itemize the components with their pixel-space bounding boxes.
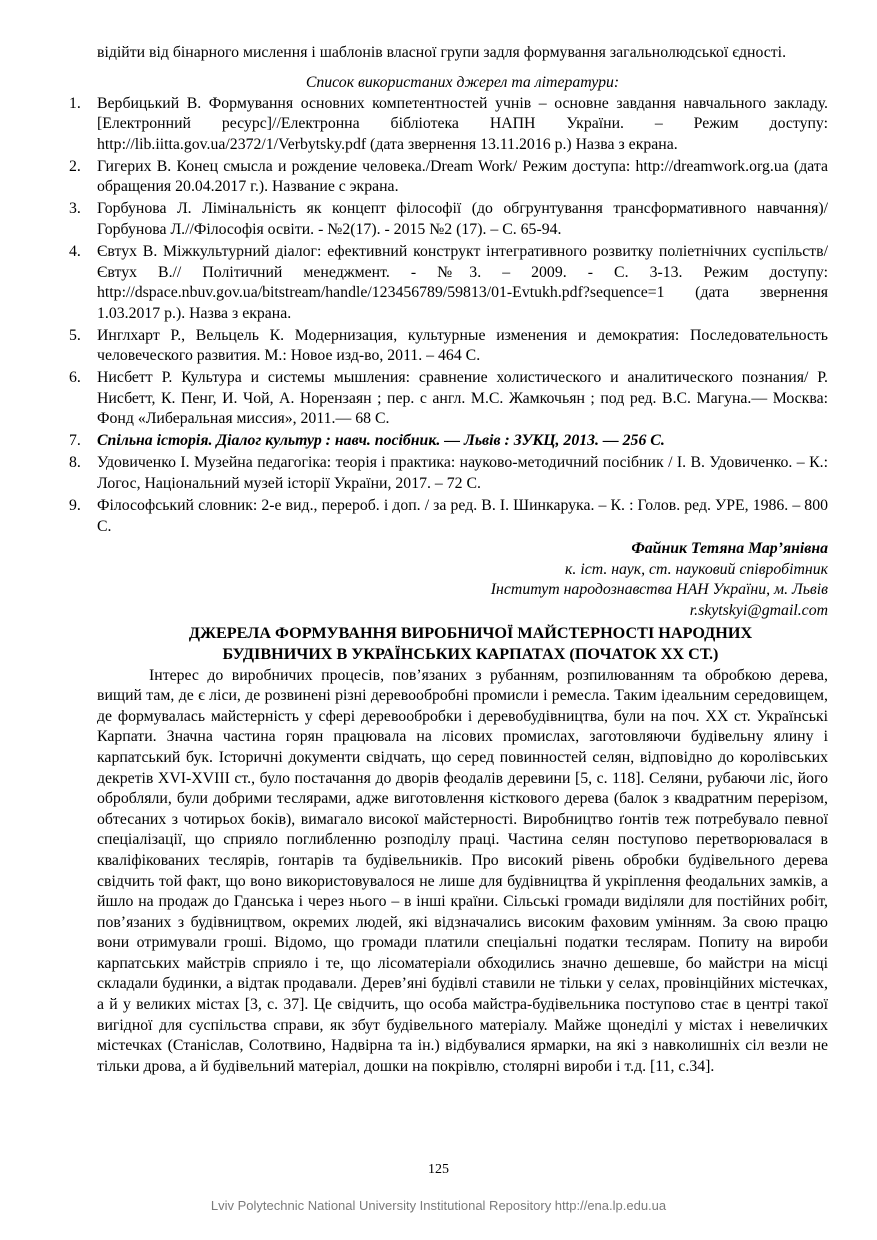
article-title <box>113 623 828 665</box>
reference-item <box>69 199 828 240</box>
reference-number: 5. <box>69 326 81 344</box>
reference-number: 3. <box>69 200 81 218</box>
reference-item <box>69 453 828 494</box>
reference-text: Гигерих В. Конец смысла и рождение человека./Dream Work/ Режим доступа: http://dreamwork.org.ua (дата обращения 20.04.2017 г.). Название с экрана. <box>97 157 828 196</box>
article-body-paragraph: Інтерес до виробничих процесів, пов’язаних з рубанням, розпилюванням та обробкою дерева, вищий там, де є ліси, де розвинені різні деревообробні промисли і ремесла. Таким ідеальним середовищем, де формувалась майстерність у сфері деревообробки і деревобудівництва, були на поч. ХХ ст. Українські Карпати. Значна частина горян працювала на лісових промислах, заготовляючи будівельну ялину і карпатський бук. Історичні документи свідчать, що серед повинностей селян, відповідно до королівських декретів XVI-XVIII ст., було постачання до дворів феодалів деревини [5, с. 118]. Селяни, рубаючи ліс, його обробляли, були добрими теслярами, адже виготовлення кісткового дерева (балок з квадратним перерізом, обтесаних з чотирьох боків), вимагало високої майстерності. Виробництво ґонтів теж потребувало певної спеціалізації, що сприяло поглибленню розподілу праці. Частина селян поступово перетворювалася в кваліфікованих теслярів, ґонтарів та будівельників. Про високий рівень обробки будівельного дерева свідчить той факт, що воно використовувалося не лише для будівництва й укріплення феодальних замків, а йшло на продаж до Гданська і через нього – в інші країни. Сільські громади виділяли для постійних робіт, пов’язаних з будівництвом, окремих людей, які відзначались високим фаховим умінням. За свою працю вони отримували гроші. Відомо, що громади платили спеціальні податки теслярам. Попиту на вироби карпатських майстрів сприяло і те, що лісоматеріали обходились значно дешевше, бо майстри на місці складали будинки, а відтак продавали. Дерев’яні будівлі ставили не тільки у селах, провінційних містечках, а й у великих містах [3, с. 37]. Це свідчить, що особа майстра-будівельника поступово стає в центрі такої вигідної для суспільства справи, як збут будівельного матеріалу. Майже щонеділі у містах і невеличких містечках (Станіслав, Солотвино, Надвірна та ін.) відбувалися ярмарки, на які з навколишніх сіл везли не тільки дрова, а й будівельний матеріал, дошки на покрівлю, столярні вироби і т.д. [11, с.34]. <box>97 666 828 1075</box>
reference-text: Вербицький В. Формування основних компетентностей учнів – основне завдання навчального закладу. [Електронний ресурс]//Електронна бібліотека НАПН України. – Режим доступу: http://lib.iitta.gov.ua/2372/1/Verbytsky.pdf (дата звернення 13.11.2016 р.) Назва з екрана. <box>97 94 828 153</box>
reference-number: 2. <box>69 157 81 175</box>
reference-item <box>69 157 828 198</box>
reference-text: Євтух В. Міжкультурний діалог: ефективний конструкт інтегративного розвитку поліетнічних суспільств/ Євтух В.// Політичний менеджмент. - №3. – 2009. - С. 3-13. Режим доступу: http://dspace.nbuv.gov.ua/bitstream/handle/123456789/59813/01-Evtukh.pdf?sequence=1 (дата звернення 1.03.2017 р.). Назва з екрана. <box>97 242 828 322</box>
article-title-line: БУДІВНИЧИХ В УКРАЇНСЬКИХ КАРПАТАХ (ПОЧАТОК ХХ СТ.) <box>222 644 719 663</box>
reference-number: 1. <box>69 94 81 112</box>
reference-text: Нисбетт Р. Культура и системы мышления: сравнение холистического и аналитического познания/ Р. Нисбетт, К. Пенг, И. Чой, А. Норензаян ; пер. с англ. М.С. Жамкочьян ; под ред. В.С. Магуна.— Москва: Фонд «Либеральная миссия», 2011.— 68 С. <box>97 369 828 428</box>
document-page <box>69 39 828 1077</box>
page-number: 125 <box>428 1162 449 1177</box>
reference-text: Горбунова Л. Лімінальність як концепт філософії (до обгрунтування трансформативного навчання)/ Горбунова Л.//Філософія освіти. - №2(17). - 2015 №2 (17). – С. 65-94. <box>97 200 828 238</box>
article-title-line: ДЖЕРЕЛА ФОРМУВАННЯ ВИРОБНИЧОЇ МАЙСТЕРНОСТІ НАРОДНИХ <box>188 623 753 642</box>
reference-text: Удовиченко І. Музейна педагогіка: теорія і практика: науково-методичний посібник / І. В. Удовиченко. – К.: Логос, Національний музей історії України, 2017. – 72 С. <box>97 454 828 493</box>
author-name: Файник Тетяна Мар’янівна <box>631 540 828 558</box>
reference-item <box>69 242 828 324</box>
intro-paragraph: відійти від бінарного мислення і шаблонів власної групи задля формування загальнолюдської єдності. <box>97 44 787 61</box>
references-list <box>69 94 828 538</box>
author-institution: Інститут народознавства НАН України, м. Львів <box>490 581 828 599</box>
reference-item <box>69 94 828 156</box>
author-position: к. іст. наук, ст. науковий співробітник <box>565 560 828 578</box>
reference-item <box>69 326 828 367</box>
author-email[interactable]: r.skytskyi@gmail.com <box>689 601 828 619</box>
reference-number: 7. <box>69 432 81 450</box>
reference-number: 9. <box>69 497 81 514</box>
reference-item <box>69 431 828 452</box>
reference-number: 8. <box>69 454 81 472</box>
references-title: Список використаних джерел та літератури: <box>305 73 620 91</box>
reference-text: Філософський словник: 2-е вид., перероб. і доп. / за ред. В. І. Шинкарука. – К. : Голов. ред. УРЕ, 1986. – 800 С. <box>97 497 828 535</box>
author-block <box>97 539 828 621</box>
reference-number: 4. <box>69 242 81 260</box>
reference-text: Инглхарт Р., Вельцель К. Модернизация, культурные изменения и демократия: Последовательность человеческого развития. М.: Новое изд-во, 2011. – 464 С. <box>97 326 828 365</box>
reference-item <box>69 496 828 537</box>
reference-number: 6. <box>69 369 81 387</box>
reference-item <box>69 368 828 430</box>
repository-footer: Lviv Polytechnic National University Institutional Repository http://ena.lp.edu.ua <box>210 1198 667 1213</box>
reference-text: Спільна історія. Діалог культур : навч. посібник. — Львів : ЗУКЦ, 2013. — 256 С. <box>97 432 665 450</box>
